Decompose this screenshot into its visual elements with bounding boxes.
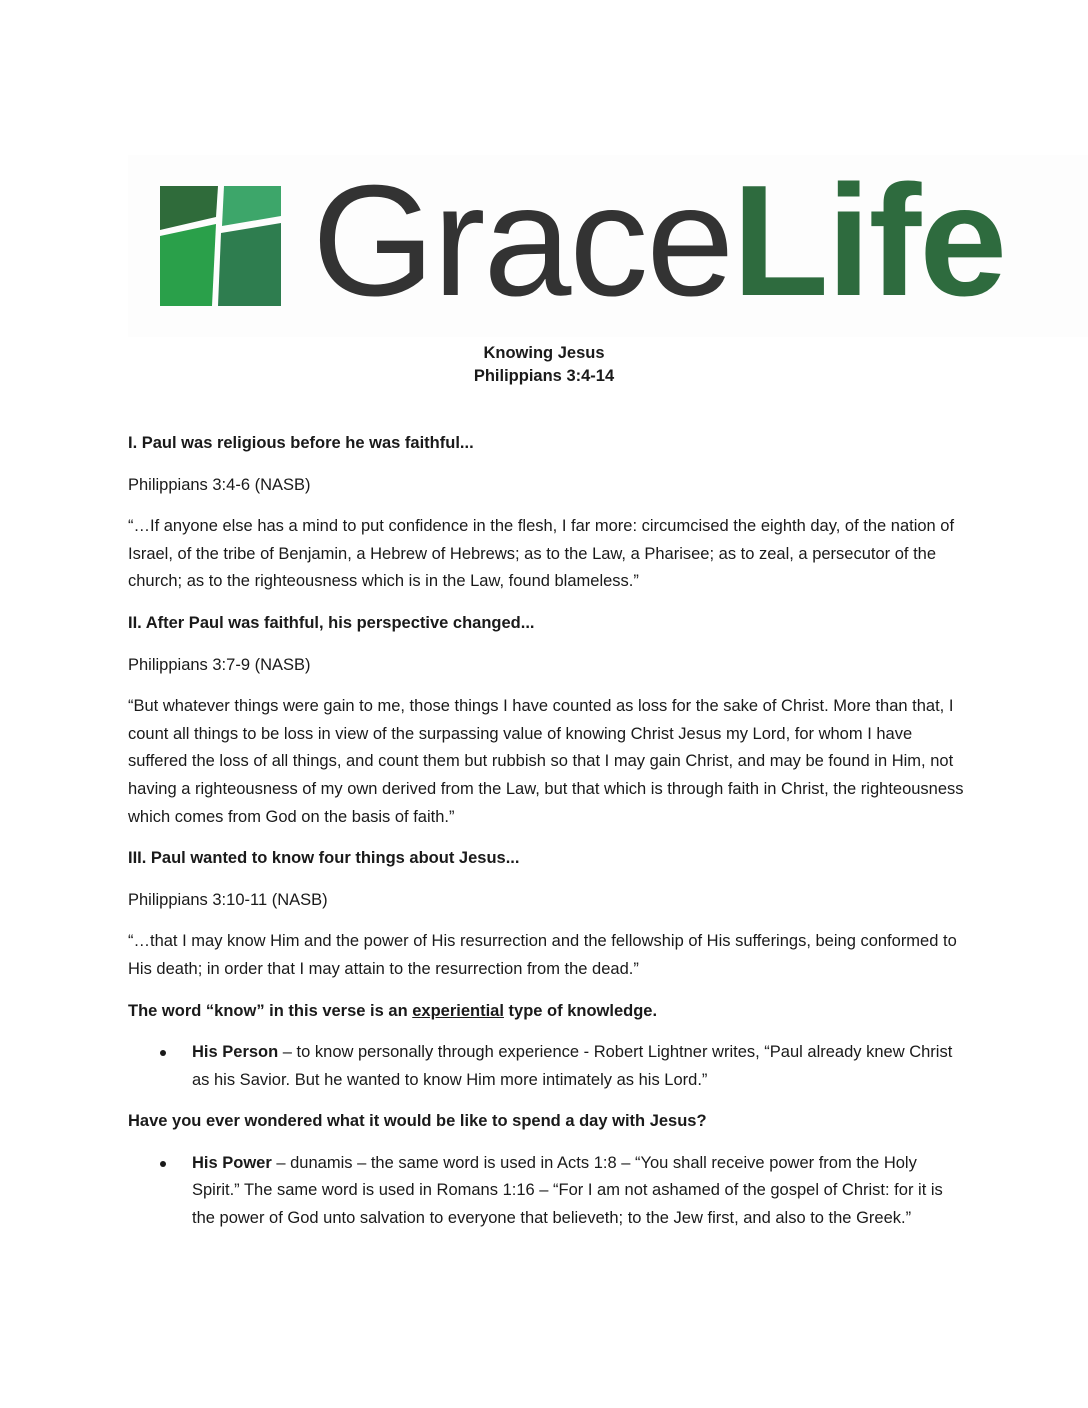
logo-square-top-right xyxy=(222,186,281,226)
bullet-text: – to know personally through experience - Robert Lightner writes, “Paul already knew Christ as his Savior. But he wanted to know Him more intimately as his Lord.” xyxy=(192,1043,953,1089)
title-line-2: Philippians 3:4-14 xyxy=(473,367,615,385)
list-item xyxy=(192,1039,964,1094)
bullet-label: His Person xyxy=(192,1043,279,1062)
section-1-reference: Philippians 3:4-6 (NASB) xyxy=(128,475,311,494)
cross-logo-icon xyxy=(160,186,282,308)
bullet-icon xyxy=(160,1050,166,1056)
section-3-heading: III. Paul wanted to know four things about Jesus... xyxy=(128,849,520,868)
section-3-quote: “…that I may know Him and the power of His resurrection and the fellowship of His sufferings, being conformed to His death; in order that I may attain to the resurrection from the dead.” xyxy=(128,932,957,978)
section-1-heading: I. Paul was religious before he was faithful... xyxy=(128,434,474,452)
know-note-before: The word “know” in this verse is an xyxy=(128,1001,413,1020)
bullet-list-2 xyxy=(128,1150,964,1233)
bullet-text: – dunamis – the same word is used in Acts 1:8 – “You shall receive power from the Holy Spirit.” The same word is used in Romans 1:16 – “For I am not ashamed of the gospel of Christ: for it is the power of God unto salvation to everyone that believeth; to the Jew first, and also to the Greek.” xyxy=(192,1153,943,1228)
title-line-1: Knowing Jesus xyxy=(483,344,605,362)
know-note-after: type of knowledge. xyxy=(503,1001,658,1020)
know-note-underlined: experiential xyxy=(412,1001,504,1020)
logo-square-bottom-right xyxy=(218,223,281,306)
document-body xyxy=(128,430,964,1247)
section-3-reference: Philippians 3:10-11 (NASB) xyxy=(128,890,328,909)
logo-square-top-left xyxy=(160,186,218,230)
section-2-quote: “But whatever things were gain to me, those things I have counted as loss for the sake of Christ. More than that, I count all things to be loss in view of the surpassing value of knowing Christ Jesus my Lord, for whom I have suffered the loss of all things, and count them but rubbish so that I may gain Christ, and may be found in Him, not having a righteousness of my own derived from the Law, but that which is through faith in Christ, the righteousness which comes from God on the basis of faith.” xyxy=(128,697,964,826)
document-title xyxy=(0,342,1088,388)
list-item xyxy=(192,1150,964,1233)
logo-wordmark xyxy=(312,153,1006,329)
question-heading: Have you ever wondered what it would be like to spend a day with Jesus? xyxy=(128,1112,707,1131)
logo-square-bottom-left xyxy=(160,224,216,306)
section-1-quote: “…If anyone else has a mind to put confidence in the flesh, I far more: circumcised the eighth day, of the nation of Israel, of the tribe of Benjamin, a Hebrew of Hebrews; as to the Law, a Pharisee; as to zeal, a persecutor of the church; as to the righteousness which is in the Law, found blameless.” xyxy=(128,517,955,591)
bullet-icon xyxy=(160,1161,166,1167)
logo-word-life: Life xyxy=(732,153,1006,329)
section-2-reference: Philippians 3:7-9 (NASB) xyxy=(128,655,311,674)
section-2-heading: II. After Paul was faithful, his perspective changed... xyxy=(128,613,535,632)
bullet-label: His Power xyxy=(192,1153,272,1172)
know-note xyxy=(128,998,964,1026)
bullet-list-1 xyxy=(128,1039,964,1094)
logo-word-grace: Grace xyxy=(312,153,733,329)
